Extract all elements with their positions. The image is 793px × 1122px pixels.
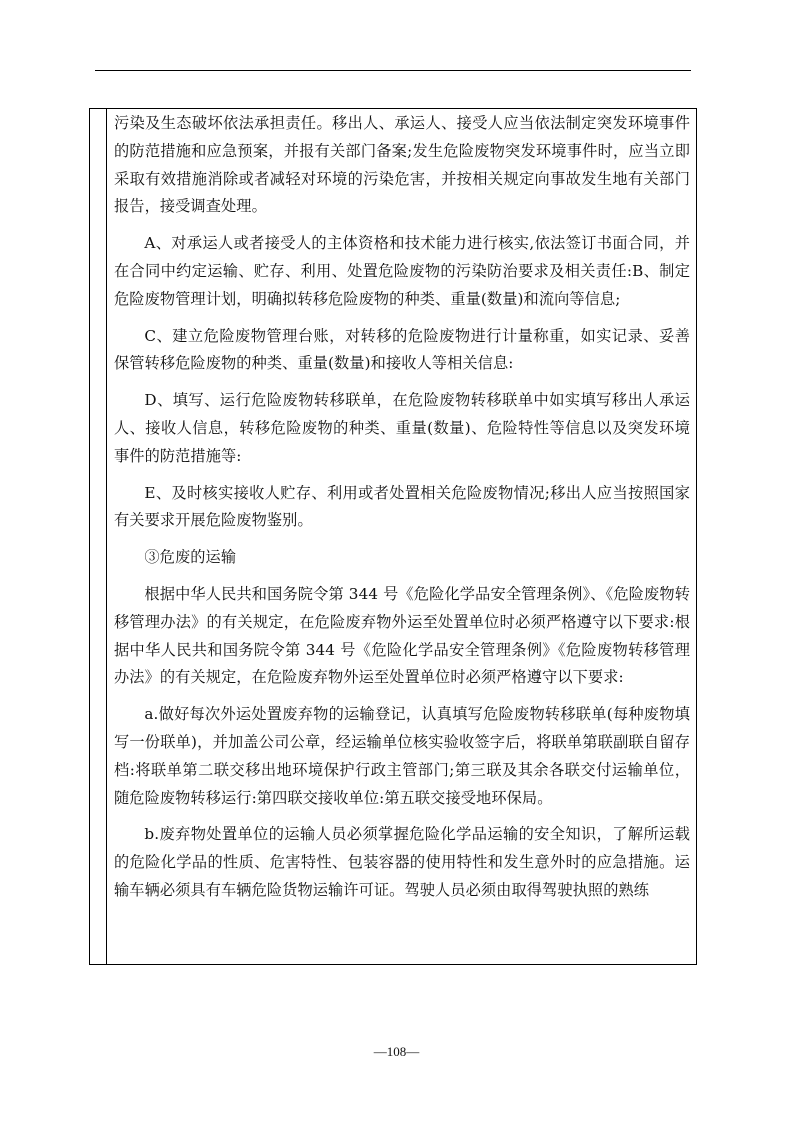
paragraph-item-b-lower: b.废弃物处置单位的运输人员必须掌握危险化学品运输的安全知识，了解所运载的危险化学品的性质、危害特性、包装容器的使用特性和发生意外时的应急措施。运输车辆必须具有车辆危险货物运输许可证。驾驶人员必须由取得驾驶执照的熟练 <box>114 825 690 899</box>
table-left-column-border <box>106 108 107 965</box>
paragraph-item-a: A、对承运人或者接受人的主体资格和技术能力进行核实,依法签订书面合同，并在合同中约定运输、贮存、利用、处置危险废物的污染防治要求及相关责任:B、制定危险废物管理计划，明确拟转移危险废物的种类、重量(数量)和流向等信息; <box>114 234 690 308</box>
page-number: —108— <box>373 1044 420 1059</box>
page-content <box>114 110 690 905</box>
paragraph-item-e: E、及时核实接收人贮存、利用或者处置相关危险废物情况;移出人应当按照国家有关要求开展危险废物鉴别。 <box>114 483 690 530</box>
header-rule <box>95 70 691 71</box>
section-heading-transport: ③危废的运输 <box>144 548 237 567</box>
paragraph-item-c: C、建立危险废物管理台账，对转移的危险废物进行计量称重，如实记录、妥善保管转移危险废物的种类、重量(数量)和接收人等相关信息: <box>114 326 690 373</box>
paragraph-pollution-liability: 污染及生态破坏依法承担责任。移出人、承运人、接受人应当依法制定突发环境事件的防范措施和应急预案，并报有关部门备案;发生危险废物突发环境事件时，应当立即采取有效措施消除或者减轻对环境的污染危害，并按相关规定向事故发生地有关部门报告，接受调查处理。 <box>114 114 690 216</box>
paragraph-item-a-lower: a.做好每次外运处置废弃物的运输登记，认真填写危险废物转移联单(每种废物填写一份联单)，并加盖公司公章，经运输单位核实验收签字后，将联单第联副联自留存档:将联单第二联交移出地环境保护行政主管部门;第三联及其余各联交付运输单位，随危险废物转移运行:第四联交接收单位:第五联交接受地环保局。 <box>114 705 690 807</box>
paragraph-regulations: 根据中华人民共和国务院令第 344 号《危险化学品安全管理条例》、《危险废物转移管理办法》的有关规定，在危险废弃物外运至处置单位时必须严格遵守以下要求:根据中华人民共和国务院令第 344 号《危险化学品安全管理条例》《危险废物转移管理办法》的有关规定，在危险废弃物外运至处置单位时必须严格遵守以下要求: <box>114 584 690 687</box>
paragraph-item-d: D、填写、运行危险废物转移联单，在危险废物转移联单中如实填写移出人承运人、接收人信息，转移危险废物的种类、重量(数量)、危险特性等信息以及突发环境事件的防范措施等: <box>114 391 690 465</box>
